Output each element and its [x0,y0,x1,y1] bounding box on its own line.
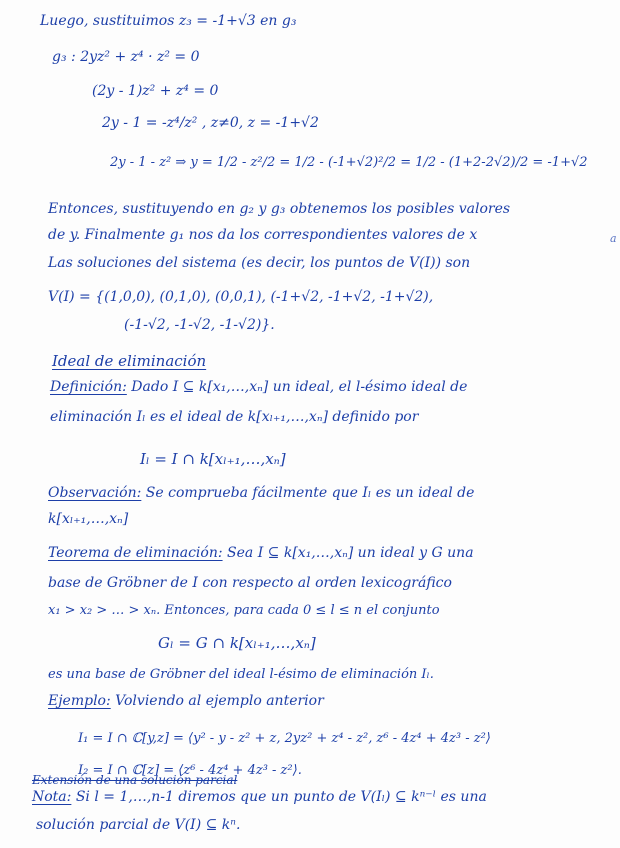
line-soluciones: Las soluciones del sistema (es decir, los puntos de V(I)) son [48,255,471,271]
theorem-text: Sea I ⊆ k[x₁,…,xₙ] un ideal y G una [227,545,474,561]
line-substitute: Luego, sustituimos z₃ = -1+√3 en g₃ [40,13,297,29]
definition-line [50,380,467,394]
theorem-text-3: x₁ > x₂ > … > xₙ. Entonces, para cada 0 ≤ l ≤ n el conjunto [48,603,440,618]
definition-text: Dado I ⊆ k[x₁,…,xₙ] un ideal, el l-ésimo ideal de [131,379,468,395]
theorem-line [48,546,474,560]
definition-text-2: eliminación Iₗ es el ideal de k[xₗ₊₁,…,xₙ] definido por [50,409,419,425]
line-variety: V(I) = {(1,0,0), (0,1,0), (0,0,1), (-1+√2, -1+√2, -1+√2), [48,289,434,305]
example-i1: I₁ = I ∩ ℂ[y,z] = ⟨y² - y - z² + z, 2yz² + z⁴ - z², z⁶ - 4z⁴ + 4z³ - z²⟩ [78,731,491,746]
heading-elimination-ideal: Ideal de eliminación [52,352,207,370]
margin-note: a [610,232,617,245]
extension-heading: Extensión de una solución parcial [32,773,238,787]
observation-label: Observación: [48,485,142,501]
line-entonces: Entonces, sustituyendo en g₂ y g₃ obtenemos los posibles valores [48,201,511,217]
line-finalmente: de y. Finalmente g₁ nos da los correspondientes valores de x [48,227,478,243]
theorem-label: Teorema de eliminación: [48,545,223,561]
note-text-2: solución parcial de V(I) ⊆ kⁿ. [36,817,241,833]
note-text: Si l = 1,…,n-1 diremos que un punto de V(Iₗ) ⊆ kⁿ⁻ˡ es una [75,789,487,805]
note-line [32,790,487,804]
line-variety-cont: (-1-√2, -1-√2, -1-√2)}. [124,317,275,333]
line-y-value: 2y - 1 - z² ⇒ y = 1/2 - z²/2 = 1/2 - (-1+√2)²/2 = 1/2 - (1+2-2√2)/2 = -1+√2 [110,155,588,170]
example-text: Volviendo al ejemplo anterior [115,693,324,709]
theorem-formula: Gₗ = G ∩ k[xₗ₊₁,…,xₙ] [158,634,316,652]
definition-formula: Iₗ = I ∩ k[xₗ₊₁,…,xₙ] [140,450,286,468]
theorem-text-2: base de Gröbner de I con respecto al orden lexicográfico [48,575,452,591]
note-label: Nota: [32,789,72,805]
observation-text-2: k[xₗ₊₁,…,xₙ] [48,511,129,527]
example-label: Ejemplo: [48,693,111,709]
line-factored: (2y - 1)z² + z⁴ = 0 [92,83,219,99]
observation-text: Se comprueba fácilmente que Iₗ es un ideal de [145,485,475,501]
example-line [48,694,324,708]
line-g3: g₃ : 2yz² + z⁴ · z² = 0 [52,49,200,65]
example-i2: I₂ = I ∩ ℂ[z] = ⟨z⁶ - 4z⁴ + 4z³ - z²⟩. [78,763,302,778]
theorem-text-4: es una base de Gröbner del ideal l-ésimo de eliminación Iₗ. [48,667,434,682]
definition-label: Definición: [50,379,127,395]
line-solve-y: 2y - 1 = -z⁴/z² , z≠0, z = -1+√2 [102,115,319,131]
observation-line [48,486,474,500]
